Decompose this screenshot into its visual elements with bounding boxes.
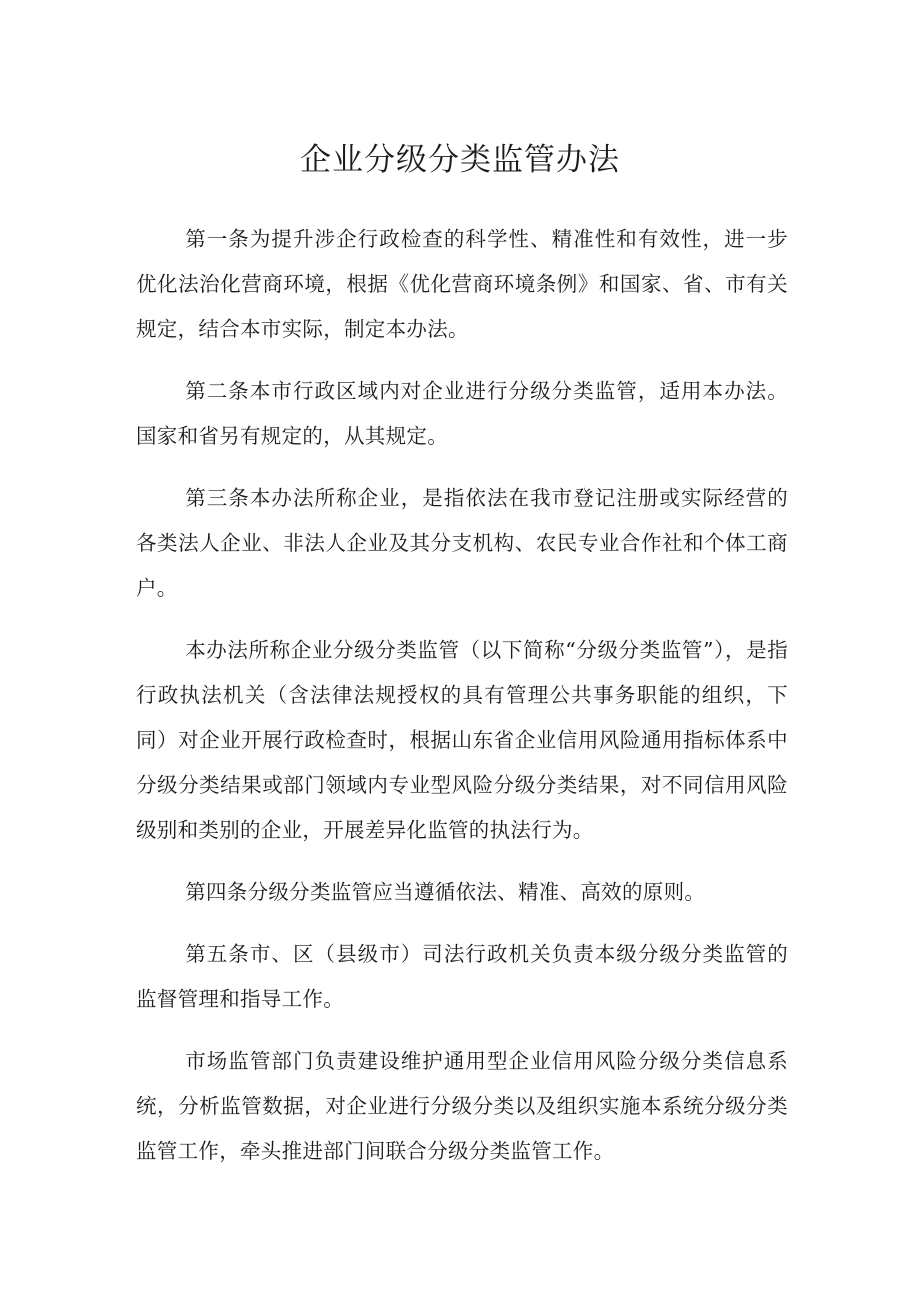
document-body — [136, 217, 788, 1191]
paragraph-article-5-market-supervision: 市场监管部门负责建设维护通用型企业信用风险分级分类信息系统，分析监管数据，对企业进行分级分类以及组织实施本系统分级分类监管工作，牵头推进部门间联合分级分类监管工作。 — [136, 1049, 788, 1163]
paragraph-article-2: 第二条本市行政区域内对企业进行分级分类监管，适用本办法。国家和省另有规定的，从其规定。 — [136, 379, 788, 448]
paragraph-article-3-definition: 本办法所称企业分级分类监管（以下简称“分级分类监管”），是指行政执法机关（含法律法规授权的具有管理公共事务职能的组织，下同）对企业开展行政检查时，根据山东省企业信用风险通用指标体系中分级分类结果或部门领域内专业型风险分级分类结果，对不同信用风险级别和类别的企业，开展差异化监管的执法行为。 — [136, 638, 788, 842]
paragraph-article-4: 第四条分级分类监管应当遵循依法、精准、高效的原则。 — [185, 880, 706, 904]
paragraph-article-1: 第一条为提升涉企行政检查的科学性、精准性和有效性，进一步优化法治化营商环境，根据《优化营商环境条例》和国家、省、市有关规定，结合本市实际，制定本办法。 — [136, 227, 788, 341]
paragraph-article-3: 第三条本办法所称企业，是指依法在我市登记注册或实际经营的各类法人企业、非法人企业及其分支机构、农民专业合作社和个体工商户。 — [136, 486, 788, 600]
document-title: 企业分级分类监管办法 — [300, 142, 620, 178]
paragraph-article-5: 第五条市、区（县级市）司法行政机关负责本级分级分类监管的监督管理和指导工作。 — [136, 942, 788, 1011]
